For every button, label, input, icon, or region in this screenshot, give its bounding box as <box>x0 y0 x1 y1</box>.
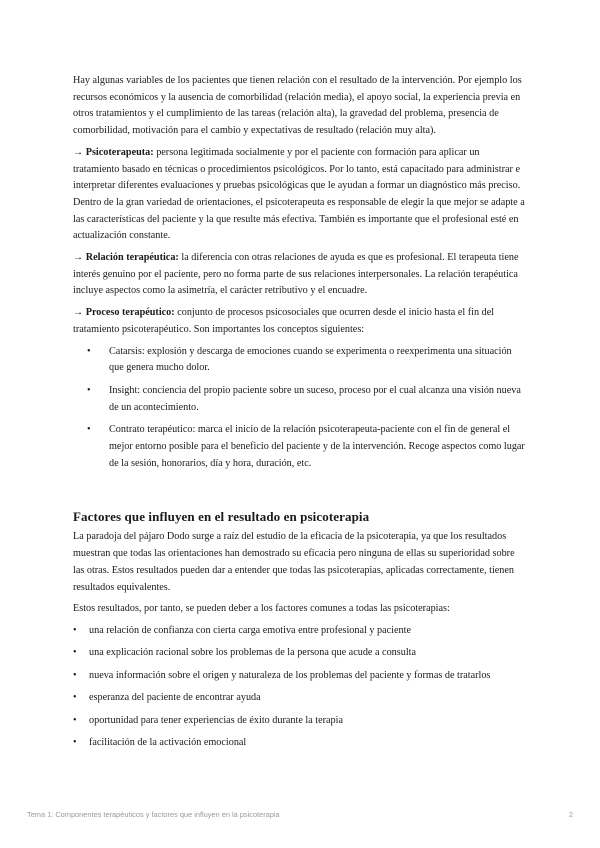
bullet-icon: • <box>73 647 77 659</box>
bullet-icon: • <box>87 345 91 357</box>
list-item: • facilitación de la activación emocional <box>73 735 528 752</box>
footer-text: Tema 1: Componentes terapéuticos y factores que influyen en la psicoterapia <box>27 810 280 819</box>
list-item: • nueva información sobre el origen y naturaleza de los problemas del paciente y formas de tratarlos <box>73 668 528 685</box>
bullet-icon: • <box>73 736 77 748</box>
definition-term: Relación terapéutica: <box>85 252 179 264</box>
section-paragraph-1: La paradoja del pájaro Dodo surge a raíz del estudio de la eficacia de la psicoterapia, ya que los resultados muestran que todas las orientaciones han demostrado su eficacia pero ninguna de ellas su superioridad sobre las otras. Estos resultados pueden dar a entender que todas las psicoterapias, aplicadas correctamente, tienen resultados equivalentes. <box>73 531 515 593</box>
definition-proceso-terapeutico <box>73 305 528 338</box>
section-heading: Factores que influyen en el resultado en psicoterapia <box>73 509 370 525</box>
factors-list <box>73 623 528 752</box>
list-item: • oportunidad para tener experiencias de éxito durante la terapia <box>73 713 528 730</box>
bullet-icon: • <box>73 669 77 681</box>
definition-text: conjunto de procesos psicosociales que ocurren desde el inicio hasta el fin del tratamiento psicoterapéutico. Son importantes los conceptos siguientes: <box>73 307 495 335</box>
definition-text: persona legitimada socialmente y por el paciente con formación para aplicar un tratamiento basado en técnicas o procedimientos psicológicos. Por lo tanto, está capacitado para administrar e interpretar diferentes evaluaciones y pruebas psicológicas que le ayudan a formar un diagnóstico más preciso. Dentro de la gran variedad de orientaciones, el psicoterapeuta es responsable de elegir la que mejor se adapte a las características del paciente y la que resulte más efectiva. También es importante que el profesional esté en actualización constante. <box>73 146 525 242</box>
section-paragraph-2: Estos resultados, por tanto, se pueden deber a los factores comunes a todas las psicoterapias: <box>73 603 450 615</box>
definition-term: Psicoterapeuta: <box>85 146 154 158</box>
bullet-icon: • <box>73 624 77 636</box>
document-body <box>73 73 528 757</box>
bullet-icon: • <box>87 424 91 436</box>
arrow-icon: → <box>73 307 84 319</box>
definition-psicoterapeuta <box>73 145 528 245</box>
list-item: • esperanza del paciente de encontrar ayuda <box>73 690 528 707</box>
list-item: • una relación de confianza con cierta carga emotiva entre profesional y paciente <box>73 623 528 640</box>
page-number: 2 <box>568 810 573 819</box>
definition-relacion-terapeutica <box>73 250 528 300</box>
arrow-icon: → <box>73 252 84 264</box>
bullet-icon: • <box>87 384 91 396</box>
page-footer <box>27 810 573 819</box>
intro-paragraph: Hay algunas variables de los pacientes que tienen relación con el resultado de la intervención. Por ejemplo los recursos económicos y la ausencia de comorbilidad (relación media), el apoyo social, la experiencia previa en otros tratamientos y el cumplimiento de las tareas (relación alta), la gravedad del problema, presencia de comorbilidad, motivación para el cambio y expectativas de resultado (relación muy alta). <box>73 75 522 137</box>
bullet-icon: • <box>73 714 77 726</box>
list-item: • Insight: conciencia del propio paciente sobre un suceso, proceso por el cual alcanza una visión nueva de un acontecimiento. <box>87 384 521 413</box>
concepts-list <box>87 344 528 473</box>
bullet-icon: • <box>73 692 77 704</box>
list-item: • una explicación racional sobre los problemas de la persona que acude a consulta <box>73 645 528 662</box>
list-item: • Contrato terapéutico: marca el inicio de la relación psicoterapeuta-paciente con el fin de general el mejor entorno posible para el beneficio del paciente y de la intervención. Recoge aspectos como lugar de la sesión, honorarios, día y hora, duración, etc. <box>87 424 525 469</box>
list-item: • Catarsis: explosión y descarga de emociones cuando se experimenta o reexperimenta una situación que genera mucho dolor. <box>87 345 512 374</box>
arrow-icon: → <box>73 146 84 158</box>
definition-text: la diferencia con otras relaciones de ayuda es que es profesional. El terapeuta tiene interés genuino por el paciente, pero no forma parte de sus relaciones interpersonales. La relación terapéutica incluye aspectos como la asimetría, el carácter retributivo y el encuadre. <box>73 252 519 297</box>
definition-term: Proceso terapéutico: <box>85 307 175 319</box>
